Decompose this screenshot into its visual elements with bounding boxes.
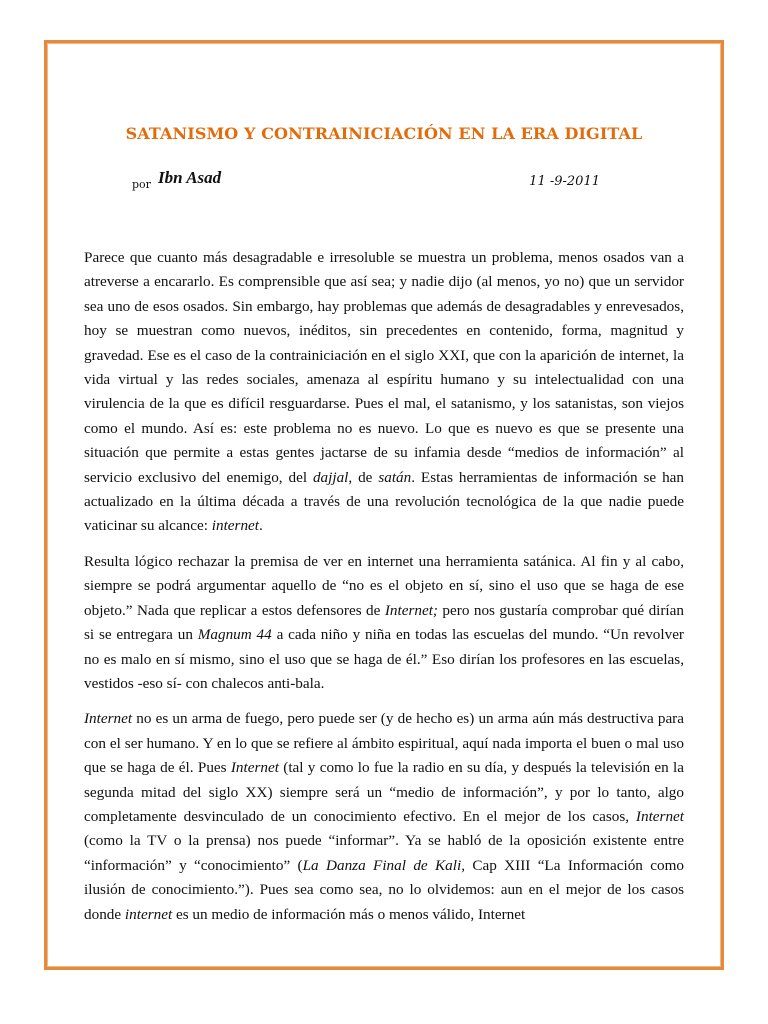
paragraph-2-text-2: pero nos gustaría comprobar qué dirían si se entregara un (84, 601, 684, 644)
author-name: Ibn Asad (158, 168, 222, 187)
paragraph-2-text-3: a cada niño y niña en todas las escuelas del mundo. “Un revolver no es malo en sí mismo, sino el uso que se haga de él.” Eso dirían los profesores en las escuelas, vestidos -eso sí- con chalecos anti-bala. (84, 626, 684, 692)
paragraph-1-italic-3: internet (211, 517, 260, 535)
paragraph-3 (84, 707, 684, 927)
paragraph-2-italic-2: Magnum 44 (197, 626, 272, 644)
paragraph-3-italic-4: La Danza Final de Kali (302, 856, 462, 874)
paragraph-1-text-4: . (259, 517, 263, 535)
by-label: por (132, 178, 151, 191)
paragraph-3-italic-1: Internet (84, 710, 133, 728)
paragraph-1 (84, 246, 684, 539)
paragraph-2-text-1: Resulta lógico rechazar la premisa de ver en internet una herramienta satánica. Al fin y al cabo, siempre se podrá argumentar aquello de “no es el objeto en sí, sino el uso que se haga de ese objeto.” Nada que replicar a estos defensores de (84, 552, 684, 619)
paragraph-1-text-1: Parece que cuanto más desagradable e irresoluble se muestra un problema, menos osados van a atreverse a encararlo. Es comprensible que así sea; y nadie dijo (al menos, yo no) que un servidor sea uno de esos osados. Sin embargo, hay problemas que además de desagradables y enrevesados, hoy se muestran como nuevos, inéditos, sin precedentes en contenido, forma, magnitud y gravedad. Ese es el caso de la contrainiciación en el siglo XXI, que con la aparición de internet, la vida virtual y las redes sociales, amenaza al espíritu humano y su intelectualidad con una virulencia de la que es difícil resguardarse. Pues el mal, el satanismo, y los satanistas, son viejos como el mundo. Así es: este problema no es nuevo. Lo que es nuevo es que se presente una situación que permite a estas gentes jactarse de su infamia desde “medios de información” al servicio exclusivo del enemigo, del (84, 249, 684, 486)
byline (132, 168, 600, 196)
paragraph-1-text-2: , de (348, 468, 379, 486)
article-body (84, 246, 684, 927)
document-title: SATANISMO Y CONTRAINICIACIÓN EN LA ERA DIGITAL (125, 124, 643, 143)
paragraph-3-text-3: (como la TV o la prensa) nos puede “informar”. Ya se habló de la oposición existente entre “información” y “conocimiento” ( (84, 832, 684, 874)
paragraph-3-text-4: , Cap XIII “La Información como ilusión de conocimiento.”). Pues sea como sea, no lo olvidemos: aun en el mejor de los casos donde (84, 856, 684, 923)
paragraph-3-italic-3: Internet (635, 807, 684, 825)
paragraph-3-italic-2: Internet (230, 759, 279, 777)
paragraph-1-text-3: . Estas herramientas de información se han actualizado en la última década a través de una revolución tecnológica de la que nadie puede vaticinar su alcance: (84, 468, 684, 535)
paragraph-2 (84, 550, 684, 696)
paragraph-2-italic-1: Internet; (384, 601, 438, 619)
paragraph-3-text-2: (tal y como lo fue la radio en su día, y después la televisión en la segunda mitad del siglo XX) siempre será un “medio de información”, y por lo tanto, algo completamente desvinculado de un conocimiento efectivo. En el mejor de los casos, (84, 759, 684, 825)
publication-date: 11 -9-2011 (529, 174, 600, 189)
paragraph-3-italic-5: internet (124, 905, 173, 923)
paragraph-1-italic-1: dajjal (312, 468, 349, 486)
paragraph-3-text-5: es un medio de información más o menos válido, Internet (172, 905, 526, 923)
paragraph-3-text-1: no es un arma de fuego, pero puede ser (y de hecho es) un arma aún más destructiva para con el ser humano. Y en lo que se refiere al ámbito espiritual, aquí nada importa el buen o mal uso que se haga de él. Pues (84, 710, 684, 777)
paragraph-1-italic-2: satán (378, 468, 412, 486)
